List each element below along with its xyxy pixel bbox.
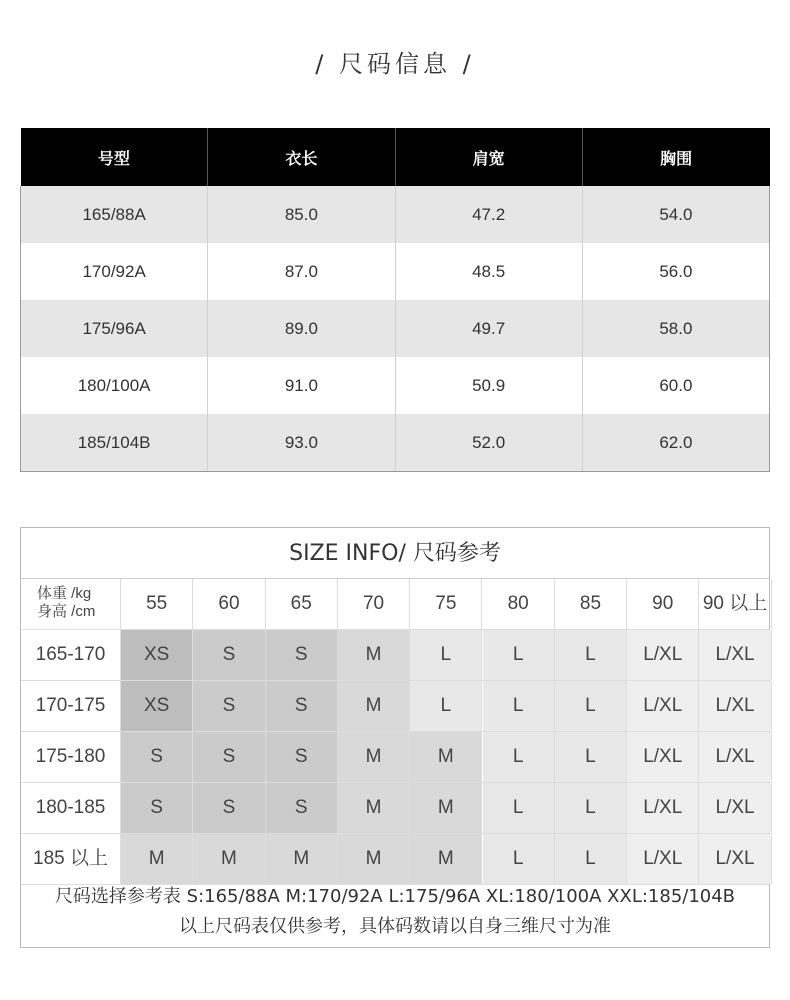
cell-length: 93.0 — [208, 414, 395, 472]
size-cell: L — [410, 681, 482, 731]
cell-chest: 56.0 — [582, 243, 769, 300]
size-cell: M — [410, 732, 482, 782]
size-cell: S — [266, 630, 338, 680]
size-reference-grid — [21, 579, 769, 885]
table-row — [21, 357, 770, 414]
size-cell: L — [483, 783, 555, 833]
height-label: 180-185 — [21, 783, 121, 833]
size-cell: M — [410, 783, 482, 833]
weight-header: 65 — [266, 579, 338, 629]
size-cell: L/XL — [627, 834, 699, 884]
size-cell: L/XL — [699, 732, 771, 782]
size-cell: L/XL — [699, 834, 771, 884]
size-cell: L — [483, 630, 555, 680]
corner-label — [21, 579, 121, 629]
size-cell: L/XL — [627, 681, 699, 731]
header-model: 号型 — [21, 128, 208, 186]
size-cell: S — [121, 732, 193, 782]
size-cell: S — [193, 681, 265, 731]
height-label: 165-170 — [21, 630, 121, 680]
size-cell: S — [121, 783, 193, 833]
size-cell: XS — [121, 630, 193, 680]
size-cell: L — [555, 732, 627, 782]
size-measurement-table — [20, 128, 770, 472]
weight-header: 80 — [483, 579, 555, 629]
weight-header: 90 以上 — [699, 579, 771, 629]
size-info-title: SIZE INFO/ 尺码参考 — [21, 528, 769, 579]
cell-length: 91.0 — [208, 357, 395, 414]
size-cell: L/XL — [627, 630, 699, 680]
cell-chest: 60.0 — [582, 357, 769, 414]
header-shoulder: 肩宽 — [395, 128, 582, 186]
size-cell: M — [338, 783, 410, 833]
size-cell: L/XL — [627, 732, 699, 782]
weight-axis-label: 体重 /kg — [37, 585, 92, 602]
table-header-row — [21, 128, 770, 186]
cell-shoulder: 49.7 — [395, 300, 582, 357]
size-cell: S — [193, 732, 265, 782]
weight-header: 70 — [338, 579, 410, 629]
cell-shoulder: 48.5 — [395, 243, 582, 300]
weight-header: 55 — [121, 579, 193, 629]
table-row — [21, 243, 770, 300]
size-cell: M — [410, 834, 482, 884]
size-row — [21, 783, 769, 834]
size-cell: L/XL — [627, 783, 699, 833]
footnote — [21, 882, 769, 942]
size-cell: L — [483, 681, 555, 731]
size-cell: L/XL — [699, 783, 771, 833]
table-row — [21, 186, 770, 243]
size-row — [21, 630, 769, 681]
cell-length: 87.0 — [208, 243, 395, 300]
size-cell: L/XL — [699, 681, 771, 731]
cell-chest: 58.0 — [582, 300, 769, 357]
size-cell: S — [266, 681, 338, 731]
size-row — [21, 681, 769, 732]
cell-model: 175/96A — [21, 300, 208, 357]
footnote-size-key: 尺码选择参考表 S:165/88A M:170/92A L:175/96A XL:180/100A XXL:185/104B — [54, 886, 736, 907]
header-length: 衣长 — [208, 128, 395, 186]
size-reference-table — [20, 527, 770, 948]
size-cell: L — [483, 732, 555, 782]
weight-header: 60 — [193, 579, 265, 629]
size-cell: M — [338, 834, 410, 884]
cell-length: 89.0 — [208, 300, 395, 357]
height-label: 175-180 — [21, 732, 121, 782]
header-chest: 胸围 — [582, 128, 769, 186]
table-row — [21, 414, 770, 472]
cell-model: 185/104B — [21, 414, 208, 472]
size-cell: M — [338, 732, 410, 782]
table-row — [21, 300, 770, 357]
cell-model: 180/100A — [21, 357, 208, 414]
footnote-disclaimer: 以上尺码表仅供参考，具体码数请以自身三维尺寸为准 — [179, 916, 611, 937]
size-cell: S — [266, 783, 338, 833]
height-axis-label: 身高 /cm — [37, 603, 96, 620]
size-row — [21, 732, 769, 783]
size-cell: L — [555, 630, 627, 680]
cell-shoulder: 52.0 — [395, 414, 582, 472]
size-row — [21, 834, 769, 885]
size-cell: S — [266, 732, 338, 782]
size-cell: M — [121, 834, 193, 884]
cell-chest: 62.0 — [582, 414, 769, 472]
size-cell: M — [193, 834, 265, 884]
weight-header: 90 — [627, 579, 699, 629]
weight-header-row — [21, 579, 769, 630]
size-cell: M — [338, 630, 410, 680]
size-cell: XS — [121, 681, 193, 731]
cell-shoulder: 47.2 — [395, 186, 582, 243]
size-cell: L — [555, 681, 627, 731]
size-cell: L — [555, 834, 627, 884]
cell-chest: 54.0 — [582, 186, 769, 243]
weight-header: 75 — [410, 579, 482, 629]
cell-shoulder: 50.9 — [395, 357, 582, 414]
size-cell: M — [266, 834, 338, 884]
cell-length: 85.0 — [208, 186, 395, 243]
size-cell: L/XL — [699, 630, 771, 680]
height-label: 185 以上 — [21, 834, 121, 884]
weight-header: 85 — [555, 579, 627, 629]
cell-model: 170/92A — [21, 243, 208, 300]
cell-model: 165/88A — [21, 186, 208, 243]
size-cell: S — [193, 630, 265, 680]
page-title: / 尺码信息 / — [315, 50, 475, 78]
size-cell: L — [555, 783, 627, 833]
height-label: 170-175 — [21, 681, 121, 731]
size-cell: L — [410, 630, 482, 680]
size-cell: M — [338, 681, 410, 731]
size-cell: S — [193, 783, 265, 833]
size-cell: L — [483, 834, 555, 884]
